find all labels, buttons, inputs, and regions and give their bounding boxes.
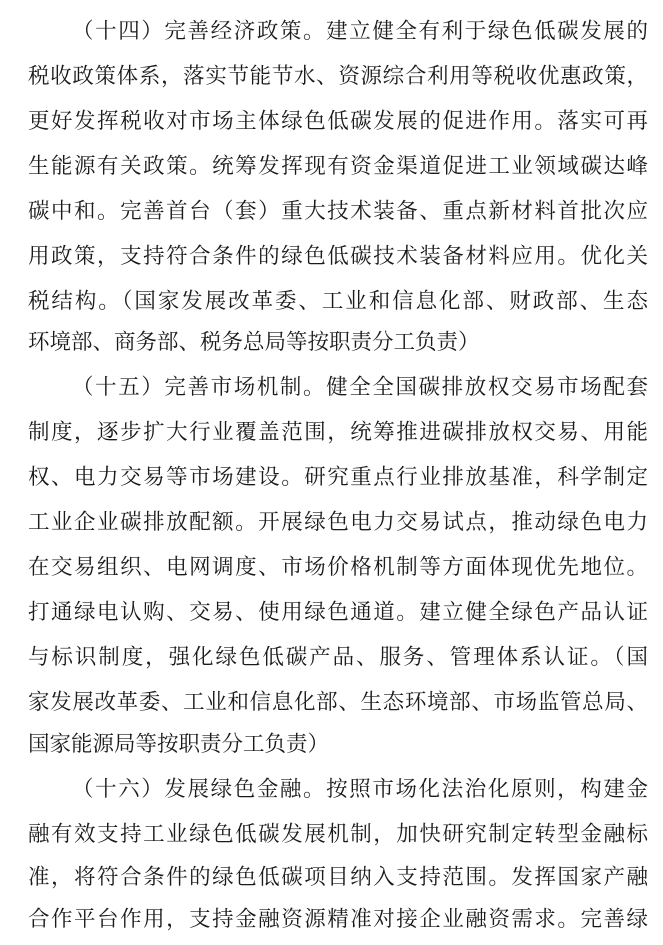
text-line: （十四）完善经济政策。建立健全有利于绿色低碳发展的 [72, 19, 648, 44]
text-line: 在交易组织、电网调度、市场价格机制等方面体现优先地位。 [28, 555, 648, 580]
text-line: 合作平台作用，支持金融资源精准对接企业融资需求。完善绿 [28, 907, 648, 932]
text-line: 碳中和。完善首台（套）重大技术装备、重点新材料首批次应 [28, 199, 648, 224]
text-line: 融有效支持工业绿色低碳发展机制，加快研究制定转型金融标 [28, 822, 648, 847]
text-line: 环境部、商务部、税务总局等按职责分工负责） [28, 330, 480, 355]
text-line: 制度，逐步扩大行业覆盖范围，统筹推进碳排放权交易、用能 [28, 420, 648, 445]
text-line: 准，将符合条件的绿色低碳项目纳入支持范围。发挥国家产融 [28, 865, 648, 890]
text-line: 税结构。（国家发展改革委、工业和信息化部、财政部、生态 [28, 289, 648, 314]
text-line: 更好发挥税收对市场主体绿色低碳发展的促进作用。落实可再 [28, 109, 648, 134]
text-line: 与标识制度，强化绿色低碳产品、服务、管理体系认证。（国 [28, 645, 648, 670]
text-line: 家发展改革委、工业和信息化部、生态环境部、市场监管总局、 [28, 690, 648, 715]
text-line: 打通绿电认购、交易、使用绿色通道。建立健全绿色产品认证 [28, 600, 648, 625]
text-line: 国家能源局等按职责分工负责） [28, 732, 330, 757]
text-line: 工业企业碳排放配额。开展绿色电力交易试点，推动绿色电力 [28, 510, 648, 535]
text-line: （十五）完善市场机制。健全全国碳排放权交易市场配套 [72, 375, 648, 400]
text-line: 税收政策体系，落实节能节水、资源综合利用等税收优惠政策， [28, 64, 648, 89]
text-line: 用政策，支持符合条件的绿色低碳技术装备材料应用。优化关 [28, 244, 648, 269]
text-line: 生能源有关政策。统筹发挥现有资金渠道促进工业领域碳达峰 [28, 154, 648, 179]
text-line: （十六）发展绿色金融。按照市场化法治化原则，构建金 [72, 777, 648, 802]
text-line: 权、电力交易等市场建设。研究重点行业排放基准，科学制定 [28, 465, 648, 490]
